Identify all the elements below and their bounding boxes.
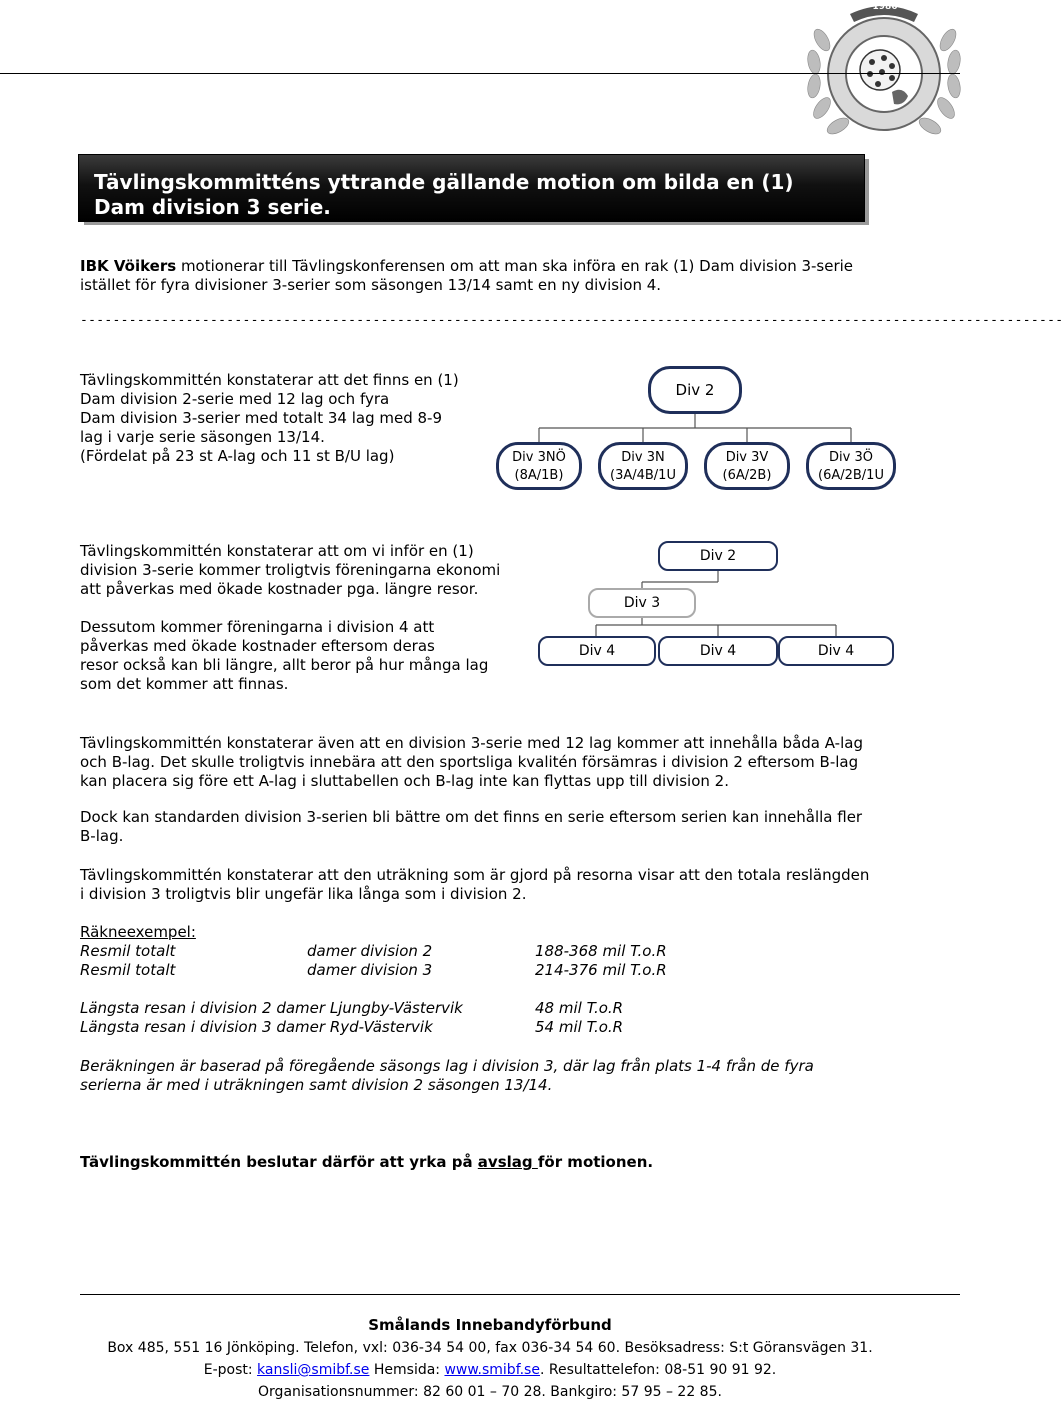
separator-line: ------------------------------------------------------------------------------------------------------------------------- [80, 313, 1063, 328]
div3-node: Div 3V (6A/2B) [704, 442, 790, 490]
proposed-div2-node: Div 2 [658, 541, 778, 571]
section2-line: division 3-serie kommer troligtvis föreningarna ekonomi [80, 561, 501, 579]
club-name: IBK Vöikers [80, 257, 177, 275]
section1-line: Dam division 2-serie med 12 lag och fyra [80, 390, 390, 408]
div2-node: Div 2 [648, 366, 742, 414]
section1-line: lag i varje serie säsongen 13/14. [80, 428, 325, 446]
decision: Tävlingskommittén beslutar därför att yrka på avslag för motionen. [80, 1153, 654, 1171]
example-row: Resmil totalt damer division 3 214-376 mil T.o.R [80, 961, 667, 979]
proposed-div4-node: Div 4 [778, 636, 894, 666]
intro-line-1: motionerar till Tävlingskonferensen om att man ska införa en rak (1) Dam division 3-serie [176, 257, 854, 275]
section2-text [80, 542, 530, 694]
footer-rule [80, 1294, 960, 1295]
section2-line: som det kommer att finnas. [80, 675, 289, 693]
section2-line: påverkas med ökade kostnader eftersom deras [80, 637, 435, 655]
title-line-2: Dam division 3 serie. [94, 195, 331, 219]
footer-org: Smålands Innebandyförbund [368, 1316, 612, 1334]
div3-node: Div 3Ö (6A/2B/1U [806, 442, 896, 490]
section1-line: (Fördelat på 23 st A-lag och 11 st B/U lag) [80, 447, 395, 465]
paragraph-standard: Dock kan standarden division 3-serien bli bättre om det finns en serie eftersom serien kan innehålla fler B-lag. [80, 808, 863, 845]
email-link[interactable]: kansli@smibf.se [257, 1362, 370, 1378]
rejection-word: avslag [477, 1153, 538, 1171]
website-link[interactable]: www.smibf.se [444, 1362, 540, 1378]
section1-line: Dam division 3-serier med totalt 34 lag med 8-9 [80, 409, 442, 427]
footer-address: Box 485, 551 16 Jönköping. Telefon, vxl: 036-34 54 00, fax 036-34 54 60. Besöksadress: S:t Göransvägen 31. [107, 1340, 873, 1356]
proposed-div4-node: Div 4 [658, 636, 778, 666]
footer-contact: E-post: kansli@smibf.se Hemsida: www.smibf.se. Resultattelefon: 08-51 90 91 92. [203, 1362, 777, 1378]
section2-line: Dessutom kommer föreningarna i division 4 att [80, 618, 435, 636]
footer-numbers: Organisationsnummer: 82 60 01 – 70 28. Bankgiro: 57 95 – 22 85. [258, 1384, 722, 1400]
paragraph-quality: Tävlingskommittén konstaterar även att en division 3-serie med 12 lag kommer att innehålla båda A-lag och B-lag. Det skulle troligtvis innebära att den sportsliga kvalitén försämras i division 2 eftersom B-lag kan placera sig före ett A-lag i sluttabellen och B-lag inte kan flyttas upp till division 2. [80, 734, 863, 790]
longest-trip-row: Längsta resan i division 2 damer Ljungby-Västervik 48 mil T.o.R [80, 999, 624, 1017]
title-line-1: Tävlingskommitténs yttrande gällande motion om bilda en (1) [94, 170, 794, 194]
div3-node: Div 3N (3A/4B/1U [598, 442, 688, 490]
example-heading: Räkneexempel: [80, 923, 196, 941]
example-row: Resmil totalt damer division 2 188-368 mil T.o.R [80, 942, 667, 960]
proposed-div3-node: Div 3 [588, 588, 696, 618]
longest-trip-row: Längsta resan i division 3 damer Ryd-Västervik 54 mil T.o.R [80, 1018, 624, 1036]
paragraph-travel: Tävlingskommittén konstaterar att den uträkning som är gjord på resorna visar att den totala reslängden i division 3 troligtvis blir ungefär lika långa som i division 2. [80, 866, 870, 903]
section1-line: Tävlingskommittén konstaterar att det finns en (1) [80, 371, 459, 389]
div3-node: Div 3NÖ (8A/1B) [496, 442, 582, 490]
section2-line: Tävlingskommittén konstaterar att om vi inför en (1) [80, 542, 474, 560]
section2-line: resor också kan bli längre, allt beror på hur många lag [80, 656, 489, 674]
logo-year: 1986 [872, 2, 898, 12]
calculation-note: Beräkningen är baserad på föregående säsongs lag i division 3, där lag från plats 1-4 från de fyra serierna är med i uträkningen samt division 2 säsongen 13/14. [80, 1057, 814, 1094]
intro-line-2: istället för fyra divisioner 3-serier som säsongen 13/14 samt en ny division 4. [80, 276, 662, 294]
proposed-div4-node: Div 4 [538, 636, 656, 666]
section2-line: att påverkas med ökade kostnader pga. längre resor. [80, 580, 479, 598]
